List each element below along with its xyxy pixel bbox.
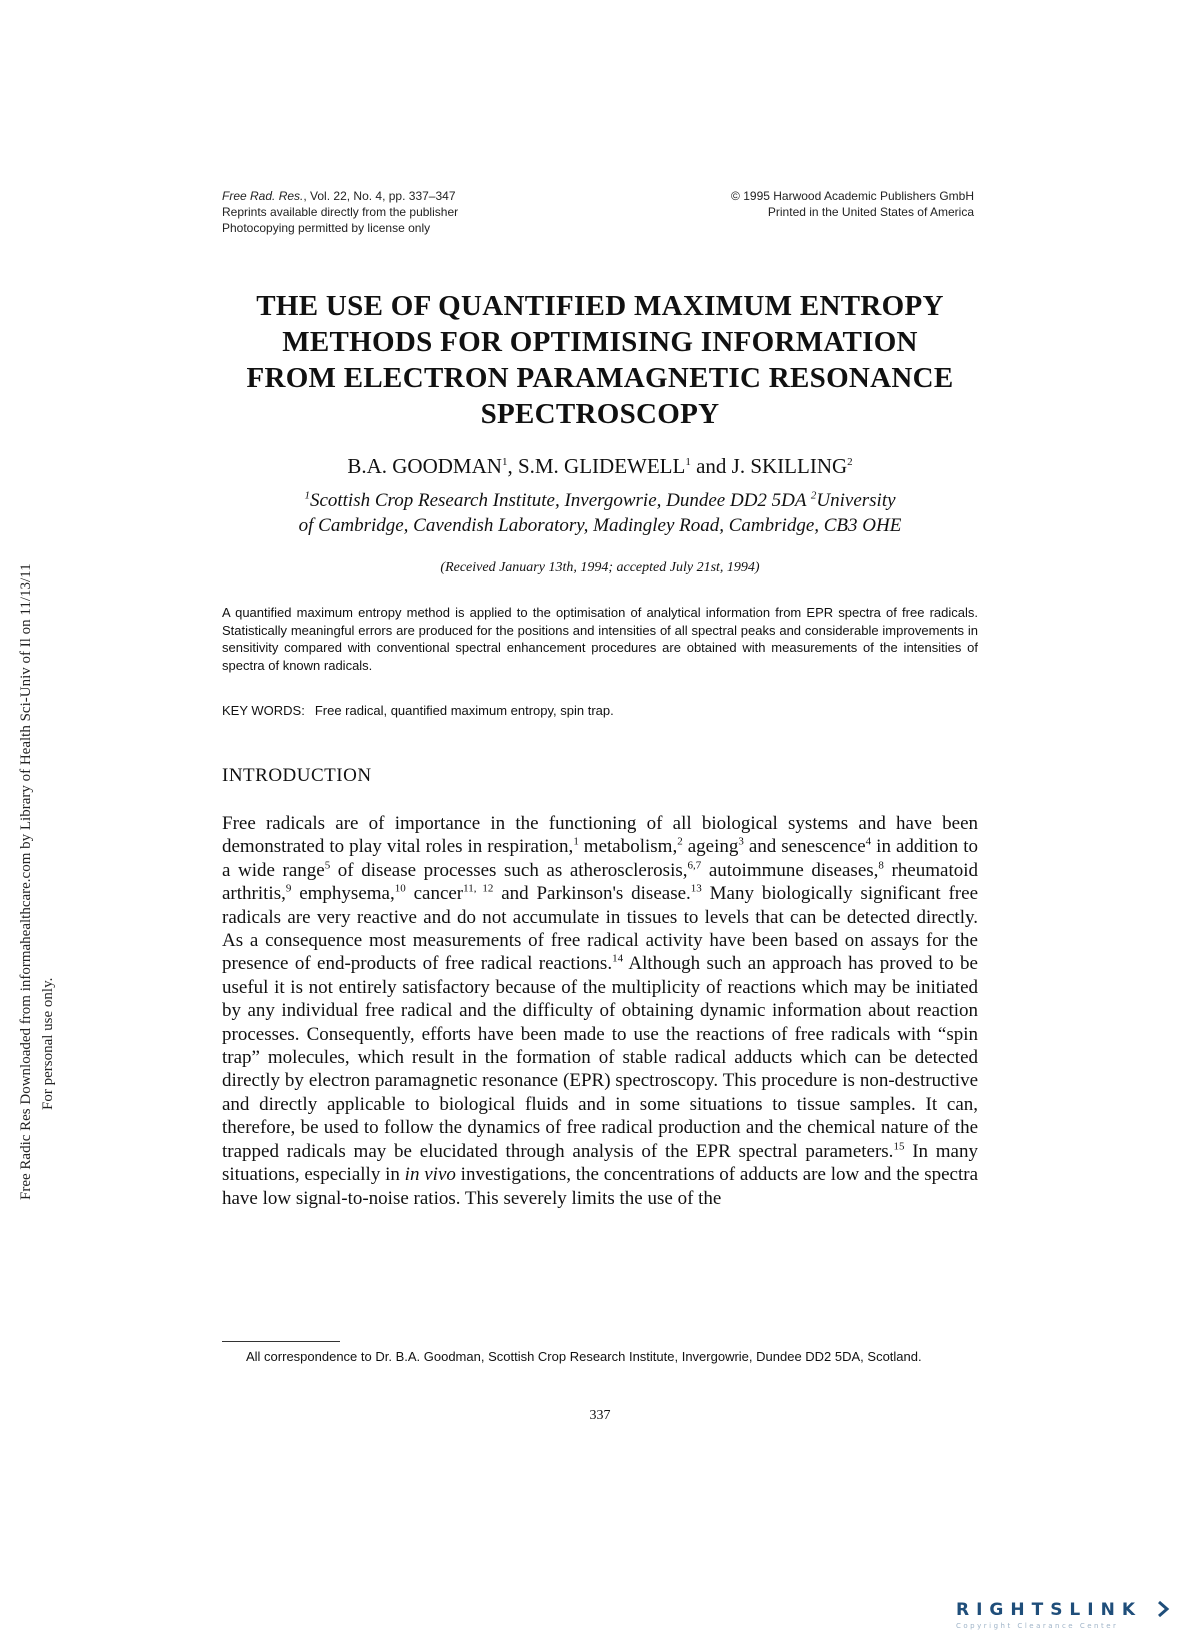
section-heading: INTRODUCTION (222, 765, 372, 786)
citation-ref: 13 (690, 882, 702, 895)
citation-ref: 10 (394, 882, 406, 895)
citation-ref: 4 (865, 836, 872, 849)
citation-ref: 3 (738, 836, 744, 849)
title-line: METHODS FOR OPTIMISING INFORMATION (282, 326, 918, 358)
affiliations (222, 488, 978, 538)
citation-ref: 1 (573, 836, 579, 849)
paper-title (222, 288, 978, 432)
citation-ref: 15 (893, 1140, 905, 1153)
title-line: SPECTROSCOPY (480, 398, 720, 430)
author-separator: , (507, 454, 518, 478)
italic-term: in vivo (404, 1164, 456, 1186)
affiliation-2-rest: of Cambridge, Cavendish Laboratory, Madingley Road, Cambridge, CB3 OHE (298, 515, 902, 536)
watermark-line-2: For personal use only. (40, 977, 56, 1110)
affiliation-mark: 2 (810, 489, 817, 502)
rightslink-logo[interactable] (956, 1600, 1176, 1640)
citation-ref: 8 (878, 859, 884, 872)
footnote: All correspondence to Dr. B.A. Goodman, Scottish Crop Research Institute, Invergowrie, Dundee DD2 5DA, Scotland. (246, 1349, 922, 1364)
citation-ref: 14 (612, 953, 624, 966)
body-paragraph: Free radicals are of importance in the functioning of all biological systems and have been demonstrated to play vital roles in respiration,$^1$ metabolism,$^2$ ageing$^3$ and senescence$^4$ in addition to a wide range$^5$ of disease processes such as atherosclerosis,$^{6,7}$ autoimmune diseases,$^8$ rheumatoid arthritis,$^9$ emphysema,$^{10}$ cancer$^{11, 12}$ and Parkinson's disease.$^{13}$ Many biologically significant free radicals are very reactive and do not accumulate in tissues to levels that can be detected directly. As a consequence most measurements of free radical activity have been based on assays for the presence of end-products of free radical reactions.$^{14}$ Although such an approach has proved to be useful it is not entirely satisfactory because of the multiplicity of reactions which may be initiated by any individual free radical and the difficulty of obtaining dynamic information about reaction processes. Consequently, efforts have been made to use the reactions of free radicals with “spin trap” molecules, which result in the formation of stable radical adducts which can be detected directly by electron paramagnetic resonance (EPR) spectroscopy. This procedure is non-destructive and directly applicable to biological fluids and in some situations to tissue samples. It can, therefore, be used to follow the dynamics of free radical production and the chemical nature of the trapped radicals may be elucidated through analysis of the EPR spectral parameters.$^{15}$ In many situations, especially in in vivo investigations, the concentrations of adducts are low and the spectra have low signal-to-noise ratios. This severely limits the use of the (222, 813, 979, 1209)
author-name: S.M. GLIDEWELL (517, 454, 686, 478)
printed-line: Printed in the United States of America (767, 205, 974, 219)
copyright-line: © 1995 Harwood Academic Publishers GmbH (731, 189, 974, 203)
author-list (222, 454, 978, 479)
publisher-header (731, 188, 974, 220)
download-watermark (0, 460, 60, 1200)
citation-ref: 11, 12 (463, 882, 494, 895)
citation-ref: 6,7 (687, 859, 702, 872)
affiliation-mark: 1 (685, 456, 691, 468)
reprints-note: Reprints available directly from the publisher (222, 205, 459, 219)
author-name: B.A. GOODMAN (347, 454, 502, 478)
affiliation-mark: 1 (304, 489, 310, 502)
citation-ref: 2 (677, 836, 683, 849)
affiliation-1: Scottish Crop Research Institute, Invergowrie, Dundee DD2 5DA (309, 490, 807, 511)
title-line: THE USE OF QUANTIFIED MAXIMUM ENTROPY (256, 290, 944, 322)
keywords (222, 703, 978, 718)
journal-citation (222, 188, 458, 204)
affiliation-mark: 1 (501, 456, 508, 468)
author-conjunction: and (690, 454, 732, 478)
journal-header (222, 188, 458, 236)
author-name: J. SKILLING (731, 454, 848, 478)
page-number: 337 (589, 1408, 611, 1423)
citation-ref: 9 (285, 882, 292, 895)
affiliation-line-1 (222, 488, 978, 513)
footnote-rule (222, 1341, 340, 1342)
affiliation-2-start: University (816, 490, 896, 511)
abstract: A quantified maximum entropy method is applied to the optimisation of analytical information from EPR spectra of free radicals. Statistically meaningful errors are produced for the positions and intensities of all spectral peaks and considerable improvements in sensitivity compared with conventional spectral enhancement procedures are obtained with measurements of the intensities of spectra of known radicals. (222, 605, 978, 673)
rightslink-wordmark: RIGHTSLINK (956, 1600, 1142, 1620)
photocopying-note: Photocopying permitted by license only (222, 221, 431, 235)
rightslink-tagline: Copyright Clearance Center (956, 1622, 1119, 1630)
rightslink-arrow-icon (1156, 1600, 1170, 1618)
affiliation-mark: 2 (847, 456, 853, 468)
citation-details: , Vol. 22, No. 4, pp. 337–347 (303, 189, 456, 203)
title-line: FROM ELECTRON PARAMAGNETIC RESONANCE (246, 362, 954, 394)
keywords-text: Free radical, quantified maximum entropy, spin trap. (314, 703, 614, 718)
journal-abbrev: Free Rad. Res. (222, 189, 304, 203)
received-dates: (Received January 13th, 1994; accepted July 21st, 1994) (440, 560, 760, 575)
watermark-line-1: Free Radic Res Downloaded from informahealthcare.com by Library of Health Sci-Univ of Il on 11/13/11 (18, 563, 34, 1200)
keywords-label: KEY WORDS: (222, 703, 305, 718)
citation-ref: 5 (324, 859, 331, 872)
